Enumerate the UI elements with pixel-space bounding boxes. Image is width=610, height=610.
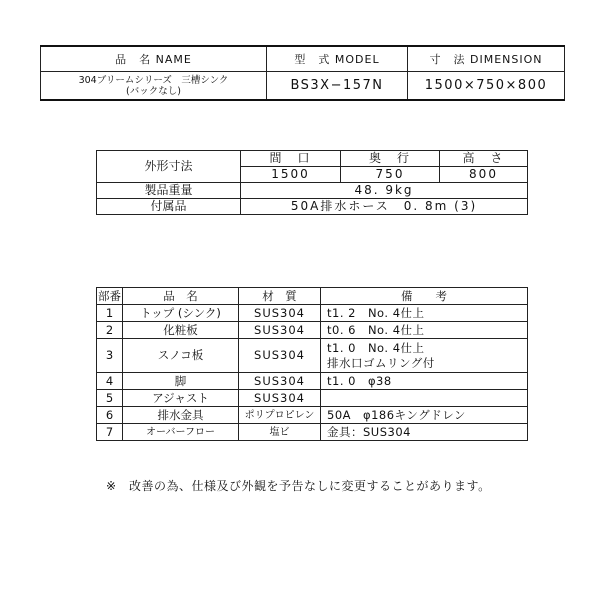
table-row <box>97 373 528 390</box>
part-no-header: 部番 <box>98 288 121 303</box>
product-header-table <box>40 45 565 101</box>
part-name-header: 品 名 <box>123 288 239 305</box>
part-no: 7 <box>97 424 123 441</box>
part-material: ポリプロピレン <box>239 407 321 424</box>
part-remarks: 金具：SUS304 <box>321 424 528 441</box>
part-no: 2 <box>97 322 123 339</box>
part-remarks: 50A φ186キングドレン <box>321 407 528 424</box>
weight-label: 製品重量 <box>97 183 241 199</box>
part-remarks: t1. 2 No. 4仕上 <box>321 305 528 322</box>
product-name-line2: (バックなし) <box>126 85 181 97</box>
part-material: SUS304 <box>239 373 321 390</box>
width-value: 1500 <box>241 167 341 183</box>
table-row <box>97 424 528 441</box>
outer-dimension-label: 外形寸法 <box>97 151 241 183</box>
disclaimer-note: ※ 改善の為、仕様及び外観を予告なしに変更することがあります。 <box>106 479 491 493</box>
part-material: 塩ビ <box>239 424 321 441</box>
depth-value: 750 <box>341 167 440 183</box>
spec-table <box>96 150 528 215</box>
part-material: SUS304 <box>239 339 321 373</box>
table-row <box>97 322 528 339</box>
part-name: スノコ板 <box>123 339 239 373</box>
part-remarks <box>321 390 528 407</box>
name-column-header: 品 名 NAME <box>41 46 267 72</box>
part-remarks-line2: 排水口ゴムリング付 <box>327 355 435 370</box>
part-no: 6 <box>97 407 123 424</box>
part-name: 排水金具 <box>123 407 239 424</box>
parts-table <box>96 287 528 441</box>
material-header: 材 質 <box>239 288 321 305</box>
accessory-value: 50A排水ホース 0. 8m (3) <box>241 199 528 215</box>
dimension-value: 1500×750×800 <box>408 72 565 101</box>
product-name-line1: 304ブリームシリーズ 三槽シンク <box>78 74 229 86</box>
part-no: 1 <box>97 305 123 322</box>
table-row <box>97 407 528 424</box>
part-remarks <box>321 339 528 373</box>
weight-value: 48. 9kg <box>241 183 528 199</box>
part-remarks-line1: t1. 0 No. 4仕上 <box>327 340 425 355</box>
part-no: 5 <box>97 390 123 407</box>
part-name: トップ (シンク) <box>123 305 239 322</box>
part-name: オーバーフロー <box>123 424 239 441</box>
height-label: 高 さ <box>440 151 528 167</box>
height-value: 800 <box>440 167 528 183</box>
part-material: SUS304 <box>239 305 321 322</box>
model-column-header: 型 式 MODEL <box>267 46 408 72</box>
part-remarks: t0. 6 No. 4仕上 <box>321 322 528 339</box>
part-material: SUS304 <box>239 322 321 339</box>
part-no: 3 <box>97 339 123 373</box>
remarks-header: 備 考 <box>321 288 528 305</box>
part-no: 4 <box>97 373 123 390</box>
table-row <box>97 339 528 373</box>
part-remarks: t1. 0 φ38 <box>321 373 528 390</box>
product-name-cell <box>41 72 267 101</box>
depth-label: 奥 行 <box>341 151 440 167</box>
part-name: 脚 <box>123 373 239 390</box>
model-value: BS3X−157N <box>267 72 408 101</box>
part-name: アジャスト <box>123 390 239 407</box>
width-label: 間 口 <box>241 151 341 167</box>
part-material: SUS304 <box>239 390 321 407</box>
table-row <box>97 305 528 322</box>
accessory-label: 付属品 <box>97 199 241 215</box>
parts-header-row <box>97 288 528 305</box>
part-name: 化粧板 <box>123 322 239 339</box>
dimension-column-header: 寸 法 DIMENSION <box>408 46 565 72</box>
table-row <box>97 390 528 407</box>
